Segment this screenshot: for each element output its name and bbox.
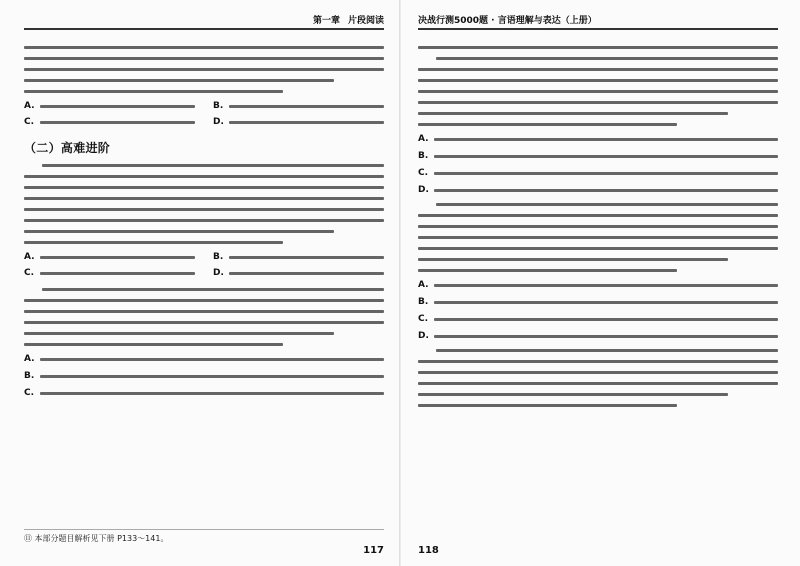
question-options — [24, 252, 384, 278]
option-c — [418, 168, 778, 178]
right-header-title: 决战行测5000题 · 言语理解与表达（上册） — [418, 15, 597, 26]
option-b — [418, 151, 778, 161]
text-line — [436, 349, 778, 352]
text-line — [418, 79, 778, 82]
text-line — [418, 360, 778, 363]
footnote: ⑪ 本部分题目解析见下册 P133～141。 — [24, 529, 384, 544]
text-line — [24, 230, 334, 233]
text-line — [24, 175, 384, 178]
option-label-c: C. — [24, 388, 35, 398]
text-line — [24, 208, 384, 211]
text-line — [24, 332, 334, 335]
option-label-a: A. — [24, 101, 35, 111]
right-page-body — [418, 38, 778, 522]
text-line — [418, 225, 778, 228]
option-a — [418, 280, 778, 290]
option-label-b: B. — [24, 371, 35, 381]
text-line — [418, 123, 677, 126]
left-page-body — [24, 38, 384, 522]
text-line — [42, 164, 384, 167]
left-subject-label: 片段阅读 — [347, 15, 384, 26]
option-label-a: A. — [24, 252, 35, 262]
question-options-vertical — [418, 280, 778, 341]
option-a — [24, 101, 195, 111]
text-line — [24, 186, 384, 189]
option-label-b: B. — [213, 101, 224, 111]
option-label-d: D. — [418, 185, 429, 195]
text-line — [418, 393, 728, 396]
option-label-d: D. — [418, 331, 429, 341]
option-b — [24, 371, 384, 381]
option-b — [213, 101, 384, 111]
text-line — [418, 404, 677, 407]
option-d — [213, 268, 384, 278]
option-c — [24, 117, 195, 127]
text-line — [24, 197, 384, 200]
section-title: （二）高难进阶 — [24, 141, 111, 155]
text-line — [418, 236, 778, 239]
option-d — [418, 331, 778, 341]
option-d — [213, 117, 384, 127]
option-b — [418, 297, 778, 307]
text-line — [418, 258, 728, 261]
text-line — [24, 68, 384, 71]
text-line — [418, 247, 778, 250]
text-line — [24, 343, 283, 346]
text-line — [24, 57, 384, 60]
text-line — [24, 241, 283, 244]
option-a — [24, 252, 195, 262]
text-line — [418, 46, 778, 49]
option-label-a: A. — [418, 134, 429, 144]
option-c — [418, 314, 778, 324]
option-label-c: C. — [24, 117, 35, 127]
option-label-c: C. — [418, 168, 429, 178]
right-page-header — [418, 10, 778, 30]
text-line — [436, 203, 778, 206]
option-b — [213, 252, 384, 262]
text-line — [418, 214, 778, 217]
option-label-d: D. — [213, 268, 224, 278]
option-a — [418, 134, 778, 144]
question-options-vertical — [418, 134, 778, 195]
text-line — [418, 269, 677, 272]
text-line — [436, 57, 778, 60]
text-line — [42, 288, 384, 291]
text-line — [418, 382, 778, 385]
center-gutter — [399, 0, 401, 566]
option-label-c: C. — [418, 314, 429, 324]
text-line — [418, 371, 778, 374]
option-label-a: A. — [418, 280, 429, 290]
option-label-c: C. — [24, 268, 35, 278]
option-label-a: A. — [24, 354, 35, 364]
question-options-vertical — [24, 354, 384, 398]
left-page-number: 117 — [363, 545, 384, 556]
text-line — [24, 46, 384, 49]
right-page-number: 118 — [418, 545, 439, 556]
option-label-d: D. — [213, 117, 224, 127]
option-c — [24, 268, 195, 278]
text-line — [418, 90, 778, 93]
right-page — [418, 10, 778, 556]
text-line — [418, 112, 728, 115]
option-a — [24, 354, 384, 364]
option-label-b: B. — [418, 151, 429, 161]
left-chapter-label: 第一章 — [312, 15, 340, 26]
text-line — [24, 299, 384, 302]
text-line — [418, 68, 778, 71]
text-line — [418, 101, 778, 104]
option-d — [418, 185, 778, 195]
text-line — [24, 79, 334, 82]
text-line — [24, 310, 384, 313]
option-label-b: B. — [418, 297, 429, 307]
question-options — [24, 101, 384, 127]
left-page-header — [24, 10, 384, 30]
option-c — [24, 388, 384, 398]
option-label-b: B. — [213, 252, 224, 262]
left-page — [24, 10, 384, 556]
text-line — [24, 219, 384, 222]
text-line — [24, 90, 283, 93]
text-line — [24, 321, 384, 324]
